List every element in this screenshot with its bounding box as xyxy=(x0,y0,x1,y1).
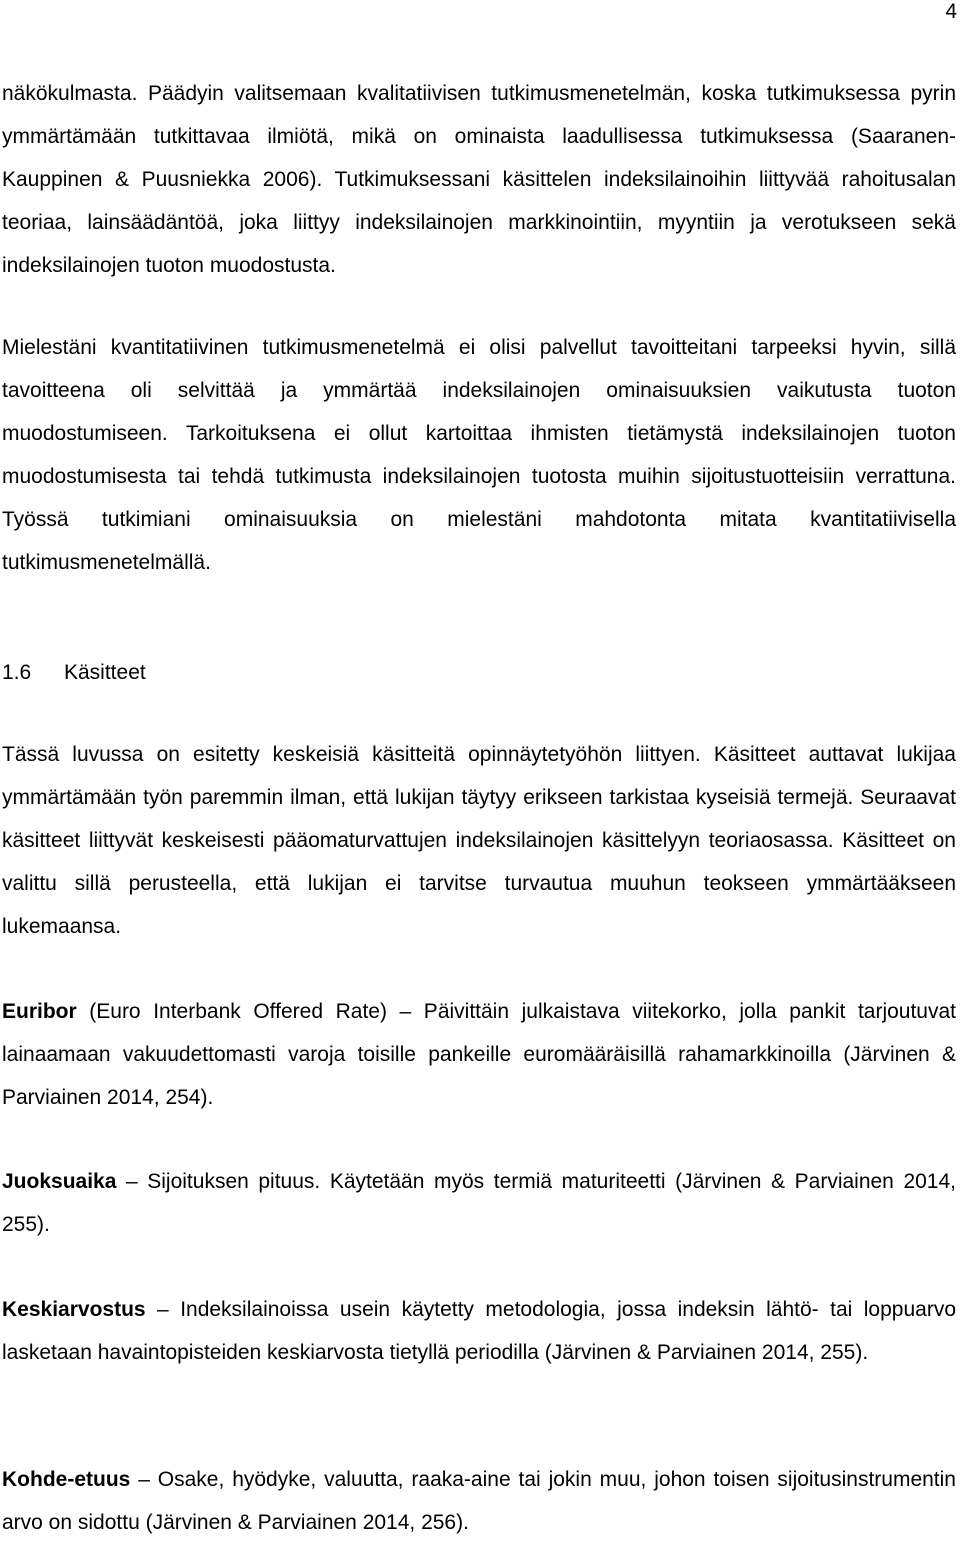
section-number: 1.6 xyxy=(2,661,32,684)
paragraph-concepts-intro: Tässä luvussa on esitetty keskeisiä käsitteitä opinnäytetyöhön liittyen. Käsitteet auttavat lukijaa ymmärtämään työn paremmin ilman, että lukijan täytyy erikseen tarkistaa kyseisiä termejä. Seuraavat käsitteet liittyvät keskeisesti pääomaturvattujen indeksilainojen käsittelyyn teoriaosassa. Käsitteet on valittu sillä perusteella, että lukijan ei tarvitse turvautua muuhun teokseen ymmärtääkseen lukemaansa. xyxy=(2,743,956,938)
term-definition: – Sijoituksen pituus. Käytetään myös termiä maturiteetti (Järvinen & Parviainen 2014, 255). xyxy=(2,1170,956,1236)
term-entry-euribor xyxy=(2,990,956,1119)
section-heading xyxy=(2,658,146,688)
section-title: Käsitteet xyxy=(64,661,146,684)
paragraph-methodology: näkökulmasta. Päädyin valitsemaan kvalitatiivisen tutkimusmenetelmän, koska tutkimuksessa pyrin ymmärtämään tutkittavaa ilmiötä, mikä on ominaista laadullisessa tutkimuksessa (Saaranen-Kauppinen & Puusniekka 2006). Tutkimuksessani käsittelen indeksilainoihin liittyvää rahoitusalan teoriaa, lainsäädäntöä, joka liittyy indeksilainojen markkinointiin, myyntiin ja verotukseen sekä indeksilainojen tuoton muodostusta. xyxy=(2,82,956,277)
term-entry-keskiarvostus xyxy=(2,1288,956,1374)
term-name: Euribor xyxy=(2,1000,77,1023)
term-name: Kohde-etuus xyxy=(2,1468,131,1491)
term-entry-kohde-etuus xyxy=(2,1458,956,1544)
page-number: 4 xyxy=(945,0,957,23)
term-definition: – Indeksilainoissa usein käytetty metodologia, jossa indeksin lähtö- tai loppuarvo lasketaan havaintopisteiden keskiarvosta tietyllä periodilla (Järvinen & Parviainen 2014, 255). xyxy=(2,1298,956,1364)
term-entry-juoksuaika xyxy=(2,1160,956,1246)
term-definition: – Osake, hyödyke, valuutta, raaka-aine tai jokin muu, johon toisen sijoitusinstrumentin arvo on sidottu (Järvinen & Parviainen 2014, 256). xyxy=(2,1468,956,1534)
term-name: Keskiarvostus xyxy=(2,1298,146,1321)
term-name: Juoksuaika xyxy=(2,1170,117,1193)
paragraph-quantitative: Mielestäni kvantitatiivinen tutkimusmenetelmä ei olisi palvellut tavoitteitani tarpeeksi hyvin, sillä tavoitteena oli selvittää ja ymmärtää indeksilainojen ominaisuuksien vaikutusta tuoton muodostumiseen. Tarkoituksena ei ollut kartoittaa ihmisten tietämystä indeksilainojen tuoton muodostumisesta tai tehdä tutkimusta indeksilainojen tuotosta muihin sijoitustuotteisiin verrattuna. Työssä tutkimiani ominaisuuksia on mielestäni mahdotonta mitata kvantitatiivisella tutkimusmenetelmällä. xyxy=(2,336,956,574)
term-definition: (Euro Interbank Offered Rate) – Päivittäin julkaistava viitekorko, jolla pankit tarjoutuvat lainaamaan vakuudettomasti varoja toisille pankeille euromääräisillä rahamarkkinoilla (Järvinen & Parviainen 2014, 254). xyxy=(2,1000,956,1109)
